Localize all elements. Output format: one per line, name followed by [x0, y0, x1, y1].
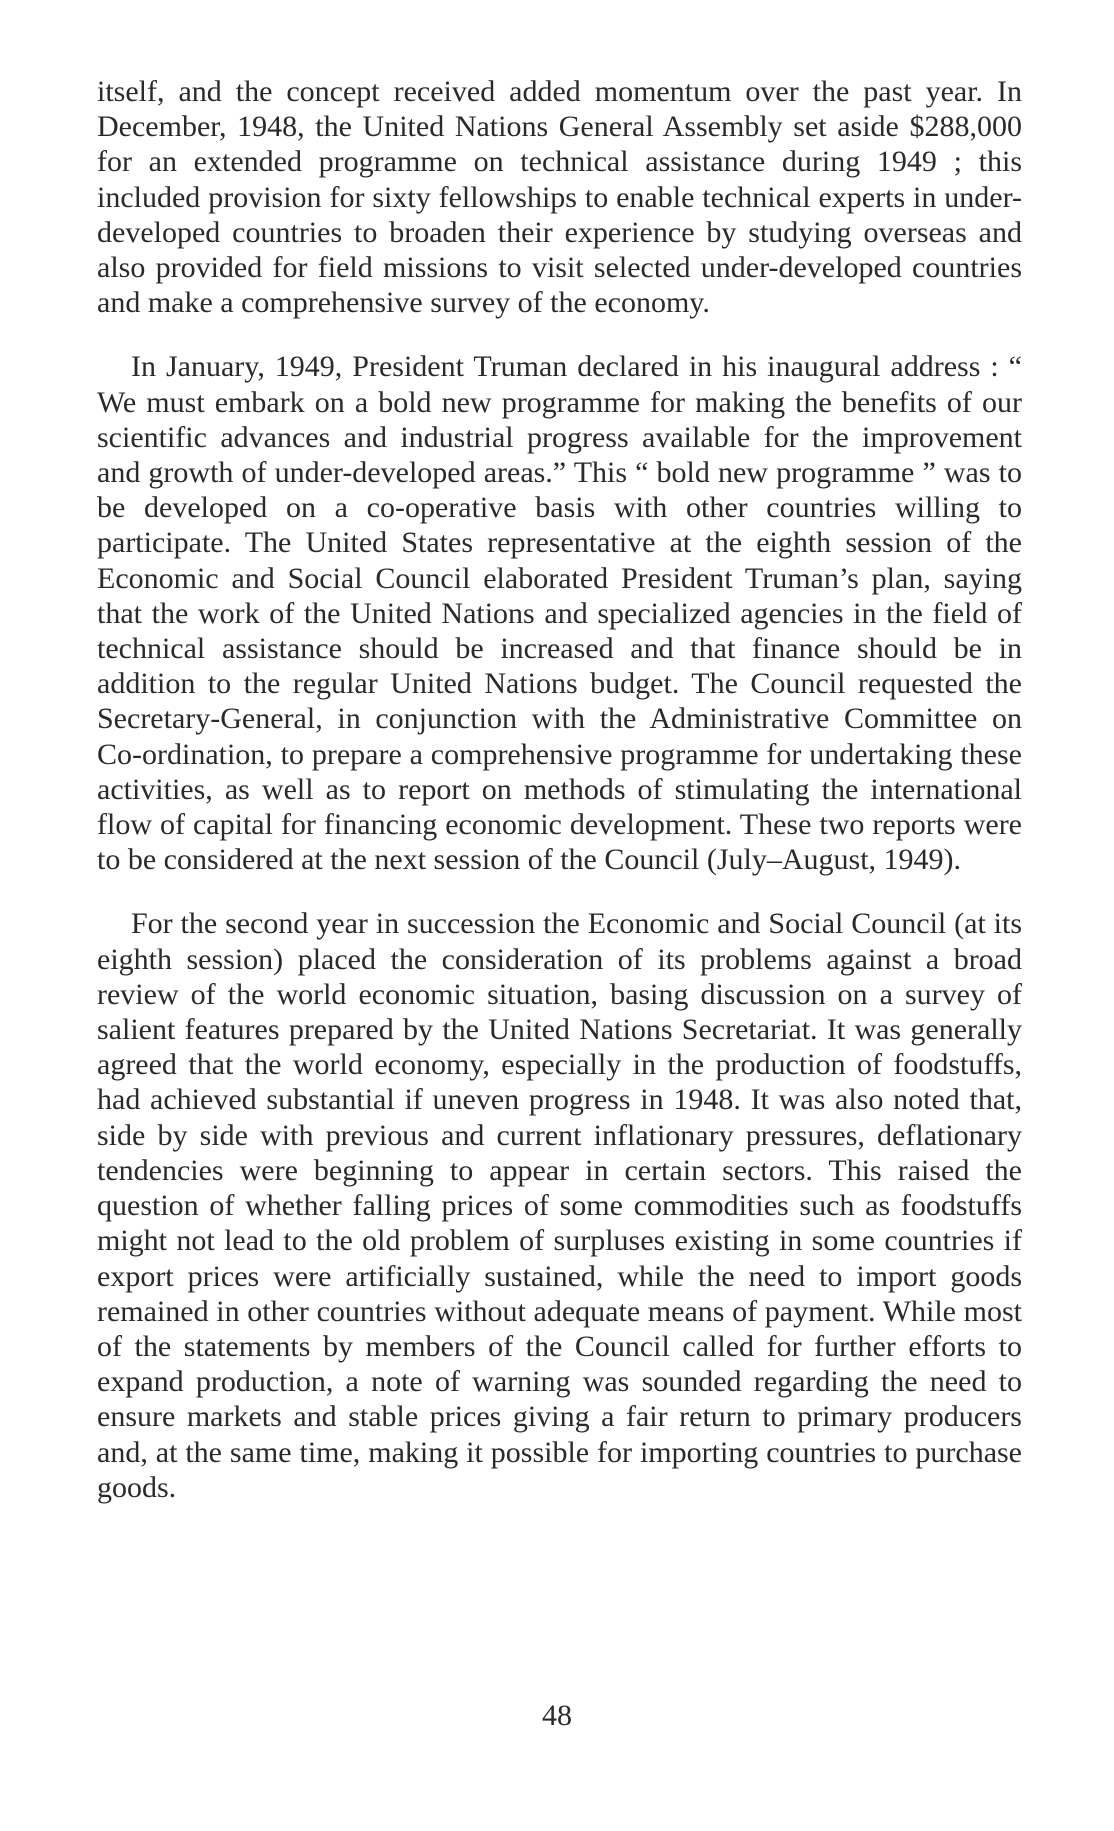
paragraph-continuation: itself, and the concept received added momentum over the past year. In December, 1948, the United Nations General Assembly set aside $288,000 for an extended programme on technical assistance during 1949 ; this included provision for sixty fellowships to enable technical experts in under-developed countries to broaden their experience by studying overseas and also provided for field missions to visit selected under-developed countries and make a comprehensive survey of the economy. [97, 75, 1022, 320]
paragraph-economic-council: For the second year in succession the Economic and Social Council (at its eighth session) placed the consideration of its problems against a broad review of the world economic situation, basing discussion on a survey of salient features prepared by the United Nations Secretariat. It was generally agreed that the world economy, especially in the production of foodstuffs, had achieved substantial if uneven progress in 1948. It was also noted that, side by side with previous and current inflationary pressures, deflationary tendencies were beginning to appear in certain sectors. This raised the question of whether falling prices of some commodities such as foodstuffs might not lead to the old problem of surpluses existing in some countries if export prices were artificially sustained, while the need to import goods remained in other countries without adequate means of payment. While most of the statements by members of the Council called for further efforts to expand production, a note of warning was sounded regarding the need to ensure markets and stable prices giving a fair return to primary producers and, at the same time, making it possible for importing countries to purchase goods. [97, 907, 1022, 1504]
page-number: 48 [542, 1699, 572, 1732]
page-body [97, 74, 1022, 1505]
paragraph-truman-programme: In January, 1949, President Truman declared in his inaugural address : “ We must embark on a bold new programme for making the benefits of our scientific advances and industrial progress available for the improvement and growth of under-developed areas.” This “ bold new programme ” was to be developed on a co-operative basis with other countries willing to participate. The United States representative at the eighth session of the Economic and Social Council elaborated President Truman’s plan, saying that the work of the United Nations and specialized agencies in the field of technical assistance should be increased and that finance should be in addition to the regular United Nations budget. The Council requested the Secretary-General, in conjunction with the Administrative Committee on Co-ordination, to prepare a comprehensive programme for undertaking these activities, as well as to report on methods of stimulating the international flow of capital for financing economic development. These two reports were to be considered at the next session of the Council (July–August, 1949). [97, 350, 1022, 877]
